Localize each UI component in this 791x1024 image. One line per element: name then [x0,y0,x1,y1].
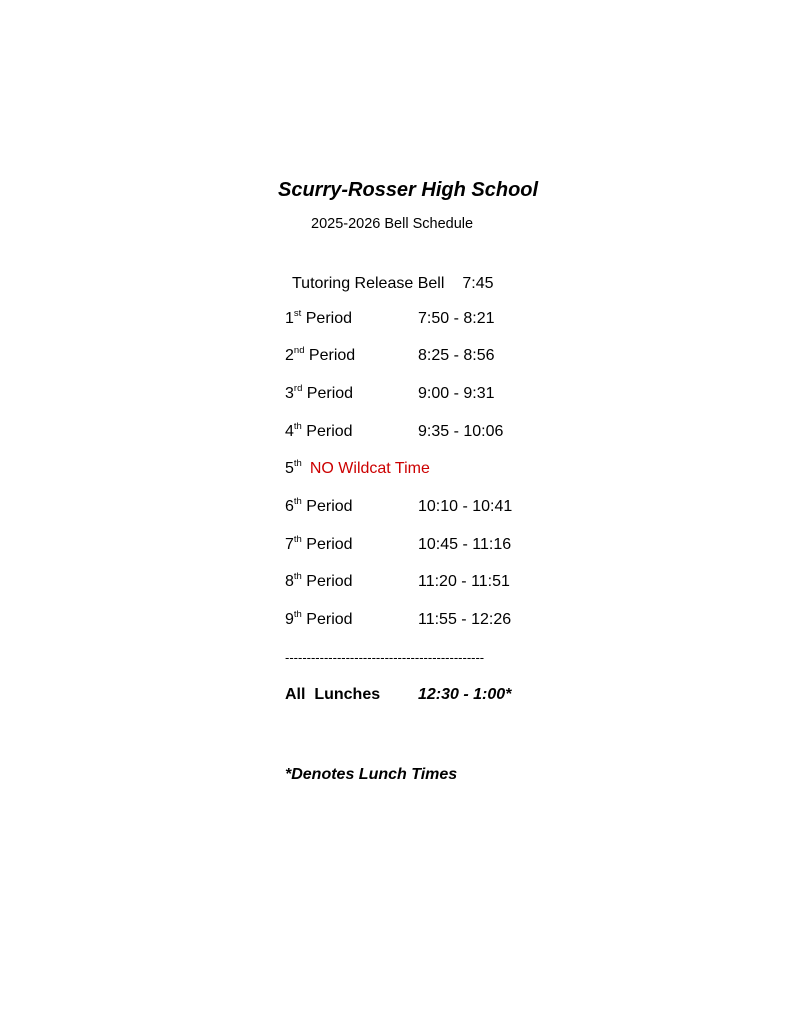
period-row-5 [285,460,585,482]
tutoring-release-row [292,275,494,293]
period-label: 3rd Period [285,383,354,402]
wildcat-time-note: NO Wildcat Time [309,460,430,477]
period-time: 9:35 - 10:06 [418,423,504,440]
period-time: 7:50 - 8:21 [418,310,495,327]
period-row-2 [285,347,585,369]
period-label: 6th Period [285,496,353,515]
period-time: 9:00 - 9:31 [418,385,495,402]
lunch-row [285,686,585,708]
period-label: 2nd Period [285,345,356,364]
period-time: 10:45 - 11:16 [418,536,512,553]
period-label: 9th Period [285,609,353,628]
lunch-time: 12:30 - 1:00* [418,686,512,703]
period-label: 4th Period [285,421,353,440]
period-time: 10:10 - 10:41 [418,498,513,515]
period-row-9 [285,611,585,633]
period-label: 7th Period [285,534,353,553]
period-row-4 [285,423,585,445]
schedule-subtitle: 2025-2026 Bell Schedule [311,216,474,232]
period-row-1 [285,310,585,332]
period-row-7 [285,536,585,558]
lunch-footnote: *Denotes Lunch Times [285,766,458,783]
period-label: 5th NO Wildcat Time [285,458,430,477]
period-time: 11:20 - 11:51 [418,573,510,590]
dashed-divider: ---------------------------------------------- [285,650,485,665]
tutoring-time: 7:45 [462,275,494,292]
period-time: 8:25 - 8:56 [418,347,495,364]
school-title: Scurry-Rosser High School [278,179,539,201]
period-time: 11:55 - 12:26 [418,611,512,628]
lunch-label: All Lunches [285,686,381,703]
period-row-3 [285,385,585,407]
period-row-8 [285,573,585,595]
period-label: 1st Period [285,308,352,327]
tutoring-label: Tutoring Release Bell [292,275,445,292]
period-row-6 [285,498,585,520]
period-label: 8th Period [285,571,353,590]
